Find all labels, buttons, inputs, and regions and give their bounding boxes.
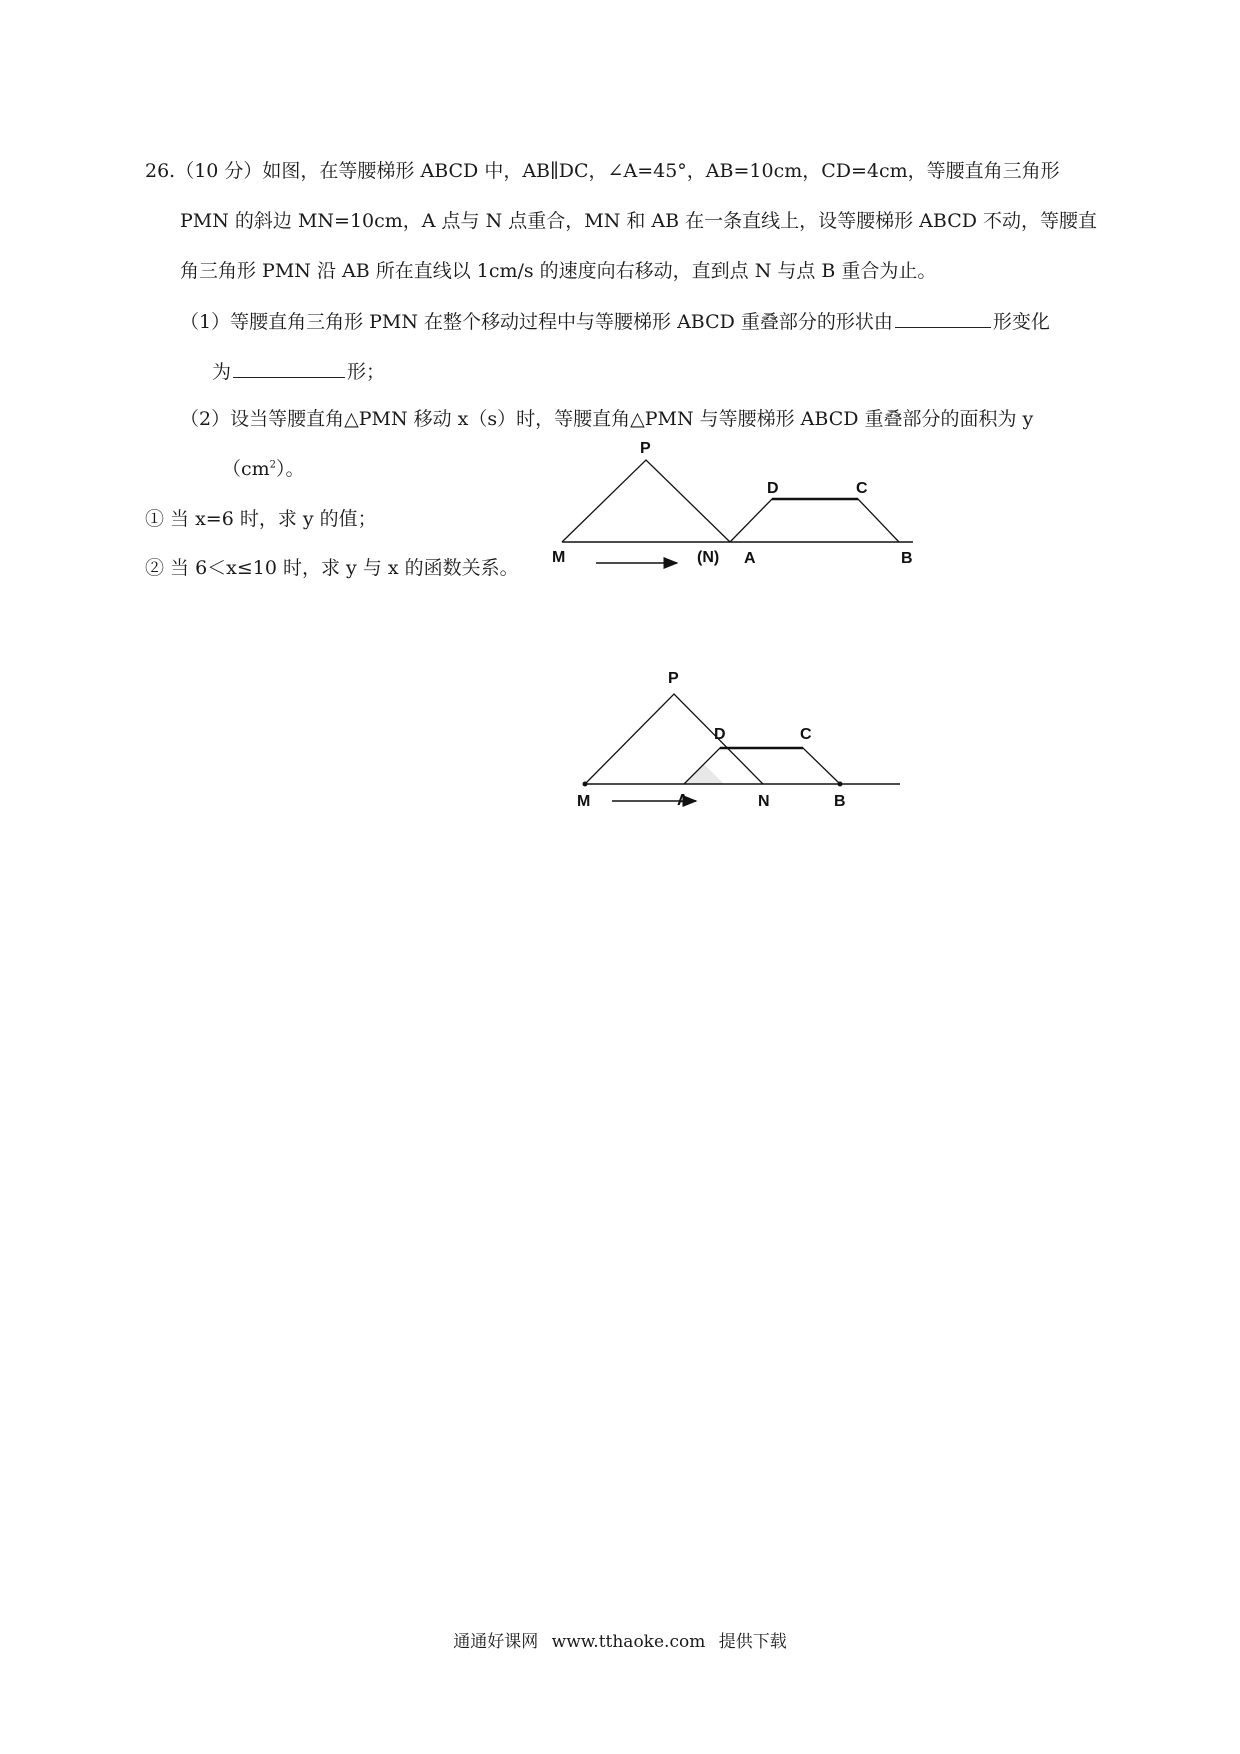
label-d: D	[714, 726, 726, 743]
overlap-region	[684, 764, 724, 784]
label-n: N	[758, 793, 770, 810]
label-a: A	[677, 792, 689, 809]
figure-initial-position	[540, 430, 940, 590]
question-2-unit: $(cm^2)$。	[222, 458, 305, 480]
figure-moved-position	[560, 660, 920, 820]
question-2-line-1: （2）设当等腰直角△PMN 移动 x（s）时，等腰直角△PMN 与等腰梯形 ABCD 重叠部分的面积为 y	[180, 408, 1034, 430]
problem-intro-line-2: PMN 的斜边 MN=10cm，A 点与 N 点重合，MN 和 AB 在一条直线上，设等腰梯形 ABCD 不动，等腰直	[180, 210, 1098, 232]
point-m	[583, 782, 588, 787]
question-1-line-1	[180, 307, 1050, 335]
problem-intro-line-3: 角三角形 PMN 沿 AB 所在直线以 1cm/s 的速度向右移动，直到点 N 与点 B 重合为止。	[180, 260, 937, 282]
label-c: C	[800, 726, 812, 743]
trapezoid-abcd	[730, 499, 899, 542]
question-1-line-2	[212, 357, 385, 385]
label-b: B	[834, 793, 846, 810]
question-1-text: （1）等腰直角三角形 PMN 在整个移动过程中与等腰梯形 ABCD 重叠部分的形状由	[180, 311, 893, 333]
triangle-pmn	[585, 694, 763, 784]
label-m: M	[577, 793, 591, 810]
sub-question-1: ① 当 x=6 时，求 y 的值；	[145, 508, 377, 530]
footer-note: 提供下载	[718, 1632, 787, 1652]
problem-intro-line-1: 26.（10 分）如图，在等腰梯形 ABCD 中，AB∥DC，∠A=45°，AB=10cm，CD=4cm，等腰直角三角形	[145, 160, 1060, 182]
question-1-text-end: 形变化	[992, 311, 1050, 333]
label-p: P	[668, 670, 679, 687]
footer-site-name: 通通好课网	[453, 1632, 539, 1652]
label-c: C	[856, 480, 868, 497]
page-footer	[0, 1627, 1240, 1652]
triangle-pmn	[562, 460, 730, 542]
label-p: P	[640, 440, 651, 457]
answer-blank-2[interactable]	[233, 357, 345, 378]
footer-url[interactable]: www.tthaoke.com	[551, 1632, 706, 1652]
label-m: M	[552, 549, 566, 566]
sub-question-2: ② 当 6＜x≤10 时，求 y 与 x 的函数关系。	[145, 557, 519, 579]
label-a: A	[744, 550, 756, 567]
point-b	[838, 782, 843, 787]
question-1-xing: 形；	[347, 361, 386, 383]
label-b: B	[901, 550, 913, 567]
label-n: (N)	[697, 549, 720, 566]
label-d: D	[767, 480, 779, 497]
answer-blank-1[interactable]	[895, 307, 991, 328]
question-1-wei: 为	[212, 361, 232, 383]
